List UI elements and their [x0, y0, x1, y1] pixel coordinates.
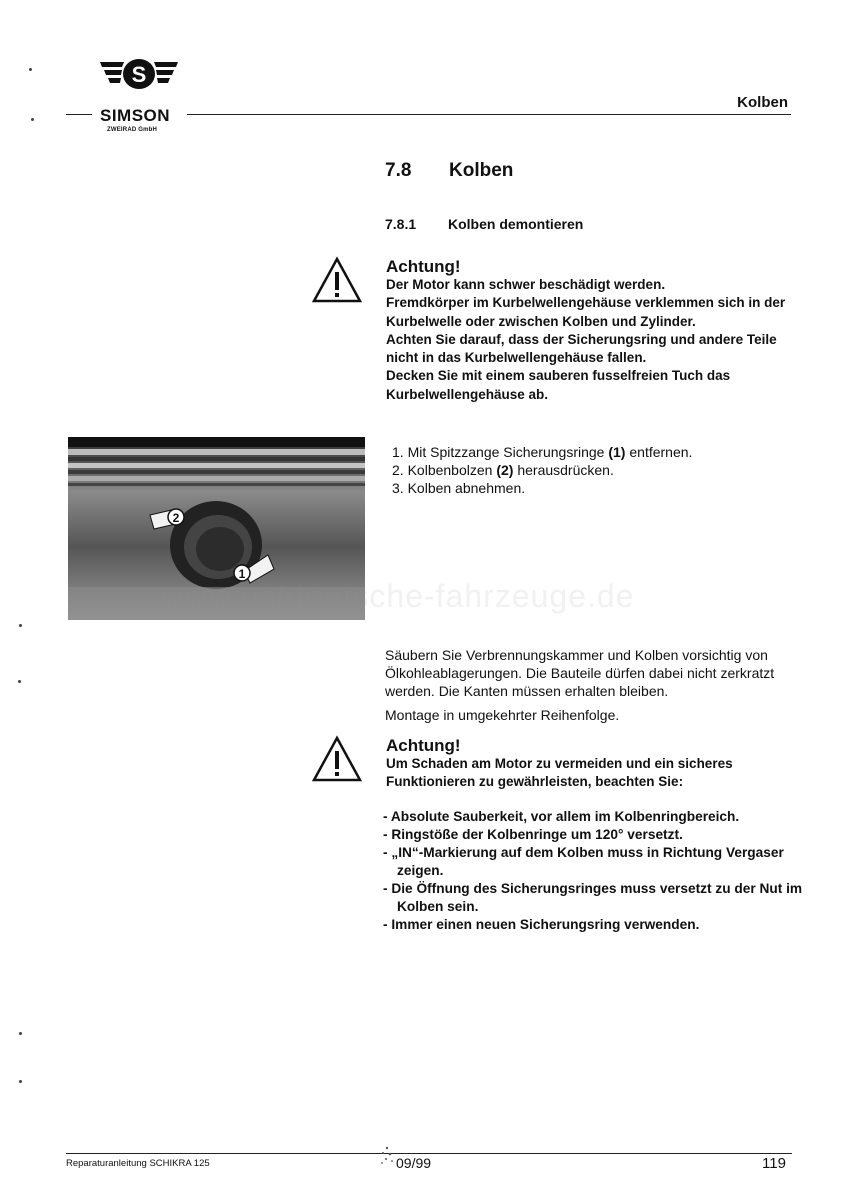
- list-item: - „IN“-Markierung auf dem Kolben muss in Richtung Vergaser zeigen.: [383, 845, 784, 878]
- subsection-number: 7.8.1: [385, 216, 417, 232]
- header-section-label: Kolben: [737, 94, 788, 111]
- list-item: - Absolute Sauberkeit, vor allem im Kolbenringbereich.: [383, 809, 740, 824]
- scan-speck: [19, 1080, 22, 1083]
- step-ref: (2): [496, 462, 514, 478]
- warning-text: [386, 276, 791, 404]
- step-text: Mit Spitzzange Sicherungsringe: [407, 444, 609, 460]
- brand-subtitle: ZWEIRAD GmbH: [107, 127, 158, 133]
- scan-mark-icon: [376, 1142, 398, 1168]
- scan-speck: [31, 118, 34, 121]
- photo-callout-2: 2: [172, 511, 180, 525]
- warning-title: Achtung!: [386, 257, 461, 276]
- steps-list: [392, 443, 692, 497]
- list-item: [392, 443, 692, 461]
- section-number: 7.8: [385, 160, 412, 181]
- step-number: 2.: [392, 462, 404, 478]
- step-ref: (1): [608, 444, 626, 460]
- assembly-note: Montage in umgekehrter Reihenfolge.: [385, 707, 620, 723]
- step-text: Kolbenbolzen: [407, 462, 497, 478]
- brand-name: SIMSON: [100, 106, 171, 125]
- scan-speck: [19, 1032, 22, 1035]
- svg-text:S: S: [131, 62, 147, 87]
- warning-line: Der Motor kann schwer beschädigt werden.: [386, 277, 666, 292]
- photo-callout-1: 1: [238, 567, 246, 581]
- warning-title: Achtung!: [386, 736, 461, 755]
- cleaning-paragraph: Säubern Sie Verbrennungskammer und Kolben vorsichtig von Ölkohleablagerungen. Die Bauteile dürfen dabei nicht zerkratzt werden. Die Kanten müssen erhalten bleiben.: [385, 647, 775, 699]
- list-item: [392, 479, 692, 497]
- scan-speck: [29, 68, 32, 71]
- section-title: Kolben: [449, 160, 514, 181]
- scan-speck: [18, 680, 21, 683]
- subsection-title: Kolben demontieren: [448, 216, 584, 232]
- footer-rule: [66, 1153, 792, 1154]
- step-number: 3.: [392, 480, 404, 496]
- page-number: 119: [762, 1155, 786, 1172]
- list-item: [392, 461, 692, 479]
- footer-manual-title: Reparaturanleitung SCHIKRA 125: [66, 1158, 210, 1169]
- list-item: - Immer einen neuen Sicherungsring verwenden.: [383, 917, 700, 932]
- warning-line: Decken Sie mit einem sauberen fusselfreien Tuch das Kurbelwellengehäuse ab.: [386, 368, 731, 402]
- warning-triangle-icon: [311, 735, 363, 783]
- step-text: Kolben abnehmen.: [407, 480, 526, 496]
- list-item: - Ringstöße der Kolbenringe um 120° versetzt.: [383, 827, 683, 842]
- footer-date: 09/99: [396, 1155, 432, 1171]
- step-number: 1.: [392, 444, 404, 460]
- step-text: herausdrücken.: [513, 462, 614, 478]
- warning-intro: Um Schaden am Motor zu vermeiden und ein sicheres Funktionieren zu gewährleisten, beachten Sie:: [386, 756, 733, 790]
- header-rule-left: [66, 114, 92, 115]
- warning-line: Fremdkörper im Kurbelwellengehäuse verklemmen sich in der Kurbelwelle oder zwischen Kolben und Zylinder.: [386, 295, 786, 329]
- header-rule-right: [187, 114, 791, 115]
- precautions-list: [383, 808, 803, 934]
- list-item: - Die Öffnung des Sicherungsringes muss versetzt zu der Nut im Kolben sein.: [383, 881, 803, 914]
- warning-triangle-icon: [311, 256, 363, 304]
- watermark: www.ostdeutsche-fahrzeuge.de: [160, 578, 635, 614]
- scan-speck: [19, 624, 22, 627]
- step-text: entfernen.: [625, 444, 693, 460]
- warning-line: Achten Sie darauf, dass der Sicherungsring und andere Teile nicht in das Kurbelwellengehäuse fallen.: [386, 331, 777, 366]
